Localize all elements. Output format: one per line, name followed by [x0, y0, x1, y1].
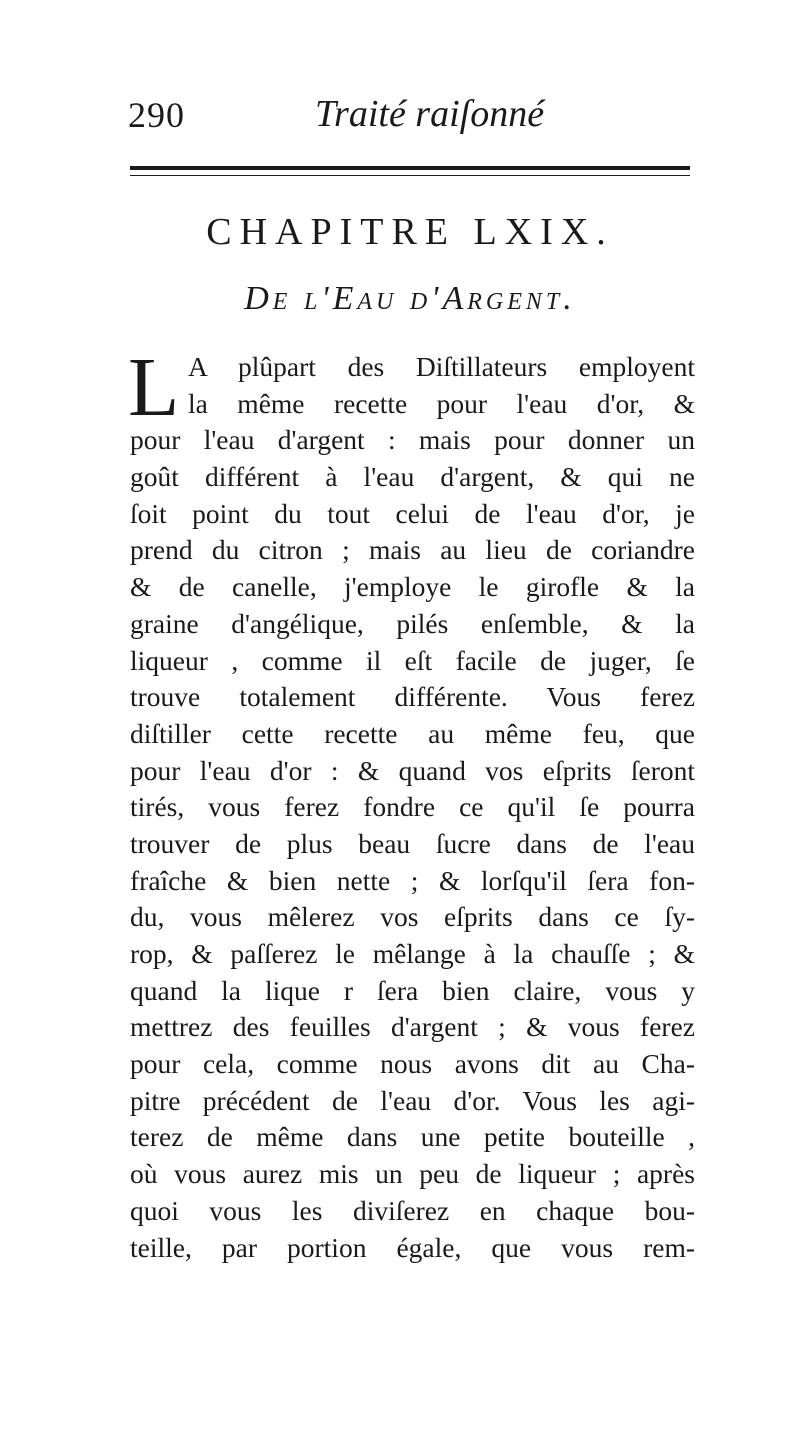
text-line: & de canelle, j'employe le girofle & la — [130, 571, 695, 603]
text-line: terez de même dans une petite bouteille , — [130, 1121, 695, 1153]
text-line: fraîche & bien nette ; & lorſqu'il ſera fon- — [130, 864, 695, 896]
text-line: quand la lique r ſera bien claire, vous y — [130, 974, 695, 1006]
text-line: ſoit point du tout celui de l'eau d'or, je — [130, 497, 695, 529]
text-line: rop, & paſſerez le mêlange à la chauſſe ; & — [130, 938, 695, 969]
text-line: tirés, vous ferez fondre ce qu'il ſe pourra — [130, 791, 695, 823]
drop-cap: L — [128, 341, 180, 434]
text-line: mettrez des feuilles d'argent ; & vous ferez — [130, 1011, 695, 1043]
page-number: 290 — [128, 95, 185, 135]
running-title: Traité raiſonné — [315, 93, 545, 135]
text-line: où vous aurez mis un peu de liqueur ; après — [130, 1158, 695, 1190]
text-line: pour l'eau d'argent : mais pour donner un — [130, 424, 695, 456]
text-line: graine d'angélique, pilés enſemble, & la — [130, 607, 695, 639]
text-line: la même recette pour l'eau d'or, & — [188, 387, 695, 419]
body-text — [128, 341, 695, 1266]
text-line: A plûpart des Diſtillateurs employent — [188, 351, 695, 382]
text-line: trouve totalement différente. Vous ferez — [130, 681, 695, 713]
text-line: goût différent à l'eau d'argent, & qui ne — [130, 461, 695, 493]
text-line: pour cela, comme nous avons dit au Cha- — [130, 1048, 695, 1080]
text-line: quoi vous les diviſerez en chaque bou- — [130, 1194, 695, 1226]
chapter-title: CHAPITRE LXIX. — [206, 211, 614, 253]
chapter-subtitle: De l'Eau d'Argent. — [244, 280, 576, 317]
text-line: du, vous mêlerez vos eſprits dans ce ſy- — [130, 901, 695, 933]
text-line: prend du citron ; mais au lieu de coriandre — [130, 534, 695, 566]
text-line: pour l'eau d'or : & quand vos eſprits ſeront — [130, 754, 695, 786]
text-line: pitre précédent de l'eau d'or. Vous les agi- — [130, 1084, 695, 1116]
text-line: teille, par portion égale, que vous rem- — [130, 1231, 695, 1263]
header-rule — [130, 166, 690, 170]
text-line: trouver de plus beau ſucre dans de l'eau — [130, 827, 695, 859]
running-head — [120, 92, 690, 142]
text-line: liqueur , comme il eſt facile de juger, ſe — [130, 644, 695, 676]
text-line: diſtiller cette recette au même feu, que — [130, 717, 695, 749]
